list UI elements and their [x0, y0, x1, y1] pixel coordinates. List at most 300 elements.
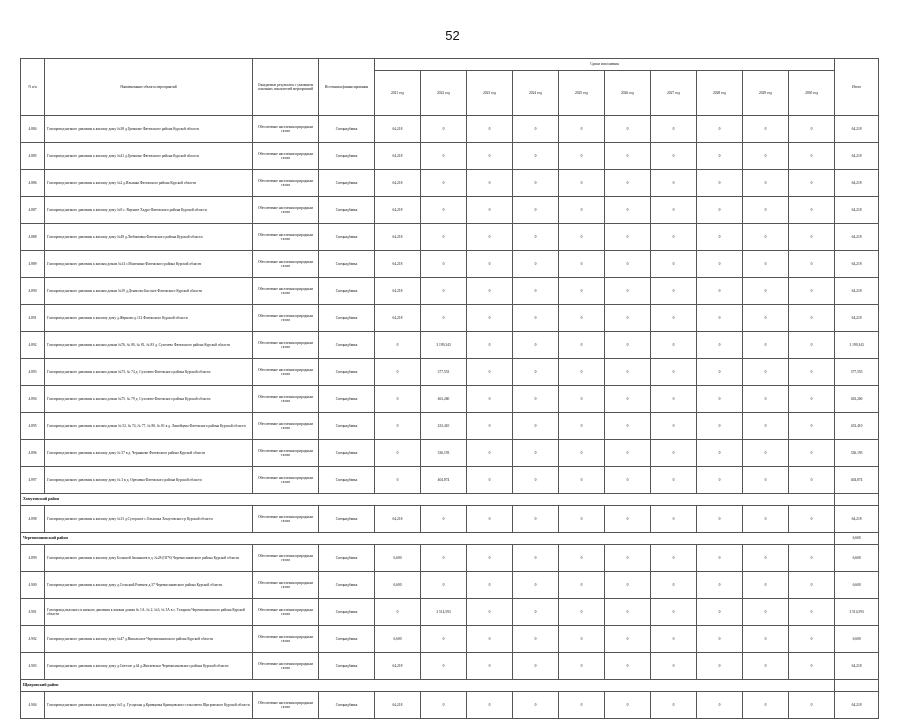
row-year-value: 0 — [743, 143, 789, 170]
row-number: 4.895 — [21, 413, 45, 440]
row-year-value: 0 — [697, 143, 743, 170]
row-number: 4.899 — [21, 545, 45, 572]
row-year-value: 0 — [743, 332, 789, 359]
row-year-value: 64,218 — [375, 116, 421, 143]
row-year-value: 0 — [513, 116, 559, 143]
row-result: Обеспечение населения природным газом — [253, 305, 319, 332]
row-year-value: 0 — [651, 251, 697, 278]
row-total: 64,218 — [835, 170, 879, 197]
row-object-name: Газопровод низкого давления к жилым домам №76, № 80, № 81, № 83 д. Сухочево Фатежского района Курской области — [45, 332, 253, 359]
row-number: 4.896 — [21, 440, 45, 467]
row-object-name: Газопровод низкого давления к жилому дому №47 д.Никольское Черемисиновского района Курской области — [45, 626, 253, 653]
row-year-value: 0 — [467, 545, 513, 572]
row-source: Спецнадбавка — [319, 332, 375, 359]
row-total: 64,218 — [835, 692, 879, 719]
row-object-name: Газопровод низкого давления к жилому дому №2 д.Ильинка Фатежского района Курской области — [45, 170, 253, 197]
row-year-value: 0 — [651, 386, 697, 413]
row-year-value: 0 — [513, 440, 559, 467]
row-year-value: 0 — [789, 359, 835, 386]
row-source: Спецнадбавка — [319, 386, 375, 413]
row-year-value: 3 514,593 — [421, 599, 467, 626]
table-row — [21, 143, 879, 170]
table-row — [21, 545, 879, 572]
row-result: Обеспечение населения природным газом — [253, 116, 319, 143]
row-source: Спецнадбавка — [319, 692, 375, 719]
row-total: 64,218 — [835, 224, 879, 251]
row-number: 4.887 — [21, 197, 45, 224]
row-year-value: 0 — [697, 467, 743, 494]
row-year-value: 0 — [421, 170, 467, 197]
table-row — [21, 305, 879, 332]
section-row — [21, 494, 879, 506]
row-year-value: 0 — [513, 386, 559, 413]
row-year-value: 0 — [421, 545, 467, 572]
row-year-value: 0 — [743, 440, 789, 467]
row-year-value: 0 — [789, 251, 835, 278]
row-year-value: 0 — [789, 170, 835, 197]
table-row — [21, 386, 879, 413]
row-year-value: 0 — [743, 626, 789, 653]
row-year-value: 0 — [559, 599, 605, 626]
row-total: 64,218 — [835, 305, 879, 332]
row-source: Спецнадбавка — [319, 572, 375, 599]
row-total: 64,218 — [835, 653, 879, 680]
header-year: 2021 год — [375, 71, 421, 116]
row-object-name: Газопровод низкого давления к жилому дому №41 д.Гремячье Фатежского района Курской области — [45, 143, 253, 170]
row-result: Обеспечение населения природным газом — [253, 143, 319, 170]
row-year-value: 336,193 — [421, 440, 467, 467]
row-source: Спецнадбавка — [319, 143, 375, 170]
row-result: Обеспечение населения природным газом — [253, 440, 319, 467]
row-result: Обеспечение населения природным газом — [253, 413, 319, 440]
section-row — [21, 533, 879, 545]
row-year-value: 0 — [559, 440, 605, 467]
row-year-value: 0 — [697, 599, 743, 626]
row-number: 4.884 — [21, 116, 45, 143]
row-year-value: 0 — [513, 359, 559, 386]
row-year-value: 0 — [559, 170, 605, 197]
row-result: Обеспечение населения природным газом — [253, 626, 319, 653]
row-year-value: 0 — [513, 692, 559, 719]
row-result: Обеспечение населения природным газом — [253, 572, 319, 599]
row-year-value: 3 199,343 — [421, 332, 467, 359]
row-year-value: 0 — [467, 224, 513, 251]
row-year-value: 0 — [467, 506, 513, 533]
row-result: Обеспечение населения природным газом — [253, 506, 319, 533]
row-year-value: 0 — [743, 197, 789, 224]
row-result: Обеспечение населения природным газом — [253, 251, 319, 278]
row-year-value: 0 — [789, 143, 835, 170]
row-year-value: 0 — [467, 251, 513, 278]
row-result: Обеспечение населения природным газом — [253, 467, 319, 494]
row-year-value: 64,218 — [375, 305, 421, 332]
row-year-value: 0 — [743, 545, 789, 572]
row-total: 433,410 — [835, 413, 879, 440]
row-year-value: 0 — [513, 413, 559, 440]
row-total: 6,600 — [835, 545, 879, 572]
row-object-name: Газопровод низкого давления к жилому дому №13 д.Сугорское с.Ольховка Хомутовского р Курской области — [45, 506, 253, 533]
row-year-value: 0 — [559, 692, 605, 719]
row-year-value: 0 — [513, 332, 559, 359]
row-number: 4.900 — [21, 572, 45, 599]
row-year-value: 0 — [421, 224, 467, 251]
row-year-value: 0 — [697, 332, 743, 359]
row-year-value: 0 — [605, 224, 651, 251]
row-year-value: 0 — [789, 197, 835, 224]
row-year-value: 433,410 — [421, 413, 467, 440]
header-period: Сроки исполнения — [375, 59, 835, 71]
row-source: Спецнадбавка — [319, 467, 375, 494]
row-total: 6,600 — [835, 626, 879, 653]
row-year-value: 0 — [605, 692, 651, 719]
row-year-value: 0 — [513, 653, 559, 680]
row-result: Обеспечение населения природным газом — [253, 170, 319, 197]
row-year-value: 0 — [421, 653, 467, 680]
row-year-value: 0 — [743, 413, 789, 440]
row-source: Спецнадбавка — [319, 278, 375, 305]
row-result: Обеспечение населения природным газом — [253, 653, 319, 680]
row-year-value: 0 — [559, 653, 605, 680]
row-year-value: 0 — [789, 653, 835, 680]
section-label: Черемисиновский район — [21, 533, 835, 545]
row-year-value: 0 — [559, 506, 605, 533]
row-year-value: 0 — [467, 386, 513, 413]
table-row — [21, 359, 879, 386]
row-total: 463,260 — [835, 386, 879, 413]
row-year-value: 64,218 — [375, 224, 421, 251]
row-year-value: 0 — [513, 626, 559, 653]
row-year-value: 0 — [651, 653, 697, 680]
row-year-value: 0 — [513, 572, 559, 599]
row-year-value: 0 — [467, 599, 513, 626]
header-source: Источники финансирования — [319, 59, 375, 116]
row-year-value: 0 — [743, 116, 789, 143]
row-year-value: 0 — [789, 440, 835, 467]
row-year-value: 64,218 — [375, 251, 421, 278]
row-total: 3 199,343 — [835, 332, 879, 359]
row-year-value: 0 — [605, 626, 651, 653]
row-year-value: 0 — [467, 626, 513, 653]
row-year-value: 0 — [375, 386, 421, 413]
row-year-value: 0 — [789, 305, 835, 332]
row-year-value: 0 — [651, 545, 697, 572]
row-year-value: 0 — [605, 545, 651, 572]
row-year-value: 0 — [789, 692, 835, 719]
row-year-value: 0 — [697, 197, 743, 224]
row-total: 64,218 — [835, 251, 879, 278]
row-year-value: 0 — [743, 170, 789, 197]
row-object-name: Газопровод низкого давления к жилому дому № 57 в д. Черняково Фатежского района Курской области — [45, 440, 253, 467]
row-year-value: 0 — [697, 386, 743, 413]
row-year-value: 0 — [513, 545, 559, 572]
row-year-value: 0 — [789, 626, 835, 653]
row-year-value: 0 — [697, 692, 743, 719]
row-year-value: 0 — [513, 278, 559, 305]
row-year-value: 0 — [421, 626, 467, 653]
table-row — [21, 626, 879, 653]
row-year-value: 0 — [789, 413, 835, 440]
row-year-value: 463,260 — [421, 386, 467, 413]
page-number: 52 — [445, 28, 460, 43]
row-total: 64,218 — [835, 116, 879, 143]
row-year-value: 0 — [697, 626, 743, 653]
row-object-name: Газопровод низкого давления к жилым домам №14 с.Миленино Фатежского района Курской области — [45, 251, 253, 278]
row-year-value: 0 — [743, 224, 789, 251]
row-number: 4.886 — [21, 170, 45, 197]
row-object-name: Газопровод низкого давления к жилому дому №49 д.Любимовка Фатежского района Курской области — [45, 224, 253, 251]
row-year-value: 0 — [467, 143, 513, 170]
row-year-value: 0 — [789, 506, 835, 533]
row-year-value: 0 — [743, 653, 789, 680]
row-total: 3 514,593 — [835, 599, 879, 626]
row-year-value: 0 — [559, 224, 605, 251]
table-row — [21, 278, 879, 305]
row-year-value: 0 — [559, 251, 605, 278]
row-number: 4.897 — [21, 467, 45, 494]
row-year-value: 0 — [559, 305, 605, 332]
row-year-value: 0 — [697, 413, 743, 440]
row-year-value: 6,600 — [375, 572, 421, 599]
row-year-value: 0 — [605, 467, 651, 494]
section-total: 6,600 — [835, 533, 879, 545]
row-year-value: 64,218 — [375, 692, 421, 719]
row-source: Спецнадбавка — [319, 440, 375, 467]
row-source: Спецнадбавка — [319, 251, 375, 278]
row-year-value: 0 — [743, 599, 789, 626]
section-total — [835, 494, 879, 506]
row-year-value: 0 — [559, 626, 605, 653]
row-year-value: 404,874 — [421, 467, 467, 494]
row-year-value: 0 — [743, 506, 789, 533]
row-year-value: 0 — [513, 143, 559, 170]
row-year-value: 0 — [467, 440, 513, 467]
row-number: 4.901 — [21, 599, 45, 626]
header-year: 2030 год — [789, 71, 835, 116]
header-year: 2024 год — [513, 71, 559, 116]
row-source: Спецнадбавка — [319, 599, 375, 626]
row-total: 64,218 — [835, 143, 879, 170]
row-source: Спецнадбавка — [319, 359, 375, 386]
row-number: 4.889 — [21, 251, 45, 278]
row-year-value: 0 — [513, 305, 559, 332]
row-year-value: 0 — [467, 305, 513, 332]
row-year-value: 0 — [467, 170, 513, 197]
row-year-value: 0 — [513, 251, 559, 278]
table-row — [21, 413, 879, 440]
section-total — [835, 680, 879, 692]
row-number: 4.885 — [21, 143, 45, 170]
row-year-value: 0 — [467, 572, 513, 599]
row-year-value: 0 — [697, 440, 743, 467]
row-year-value: 64,218 — [375, 506, 421, 533]
row-year-value: 0 — [605, 359, 651, 386]
header-year: 2029 год — [743, 71, 789, 116]
row-year-value: 0 — [421, 278, 467, 305]
row-result: Обеспечение населения природным газом — [253, 278, 319, 305]
row-year-value: 0 — [605, 572, 651, 599]
header-num: N п/п — [21, 59, 45, 116]
row-year-value: 0 — [375, 599, 421, 626]
table-row — [21, 506, 879, 533]
row-object-name: Газопровод низкого давления к жилым домам №19 д.Денисово Бисское Фатежского Курской области — [45, 278, 253, 305]
row-year-value: 0 — [743, 251, 789, 278]
row-year-value: 0 — [513, 599, 559, 626]
row-year-value: 0 — [697, 224, 743, 251]
table-row — [21, 197, 879, 224]
table-row — [21, 116, 879, 143]
row-total: 377,553 — [835, 359, 879, 386]
table-row — [21, 572, 879, 599]
section-row — [21, 680, 879, 692]
row-number: 4.893 — [21, 359, 45, 386]
row-year-value: 0 — [697, 251, 743, 278]
row-year-value: 0 — [421, 251, 467, 278]
row-year-value: 0 — [375, 359, 421, 386]
row-year-value: 0 — [697, 653, 743, 680]
row-year-value: 0 — [605, 116, 651, 143]
row-year-value: 6,600 — [375, 545, 421, 572]
row-year-value: 377,553 — [421, 359, 467, 386]
section-label: Щигровский район — [21, 680, 835, 692]
row-year-value: 0 — [697, 506, 743, 533]
row-source: Спецнадбавка — [319, 626, 375, 653]
row-year-value: 0 — [651, 692, 697, 719]
row-number: 4.892 — [21, 332, 45, 359]
header-year: 2025 год — [559, 71, 605, 116]
row-number: 4.903 — [21, 653, 45, 680]
header-year: 2027 год — [651, 71, 697, 116]
row-year-value: 0 — [651, 506, 697, 533]
row-number: 4.902 — [21, 626, 45, 653]
row-total: 64,218 — [835, 197, 879, 224]
row-year-value: 0 — [559, 359, 605, 386]
row-year-value: 64,218 — [375, 197, 421, 224]
row-year-value: 0 — [559, 143, 605, 170]
row-total: 64,218 — [835, 278, 879, 305]
row-year-value: 0 — [605, 197, 651, 224]
row-source: Спецнадбавка — [319, 545, 375, 572]
header-year: 2026 год — [605, 71, 651, 116]
row-year-value: 0 — [743, 278, 789, 305]
row-source: Спецнадбавка — [319, 197, 375, 224]
row-year-value: 0 — [421, 197, 467, 224]
row-year-value: 0 — [605, 305, 651, 332]
row-year-value: 0 — [467, 692, 513, 719]
row-year-value: 0 — [605, 251, 651, 278]
row-object-name: Газопровод низкого давления к жилому дому д.Сельский Ровенек д.37 Черемисиновского района Курской области — [45, 572, 253, 599]
row-number: 4.890 — [21, 278, 45, 305]
row-year-value: 0 — [743, 572, 789, 599]
table-row — [21, 224, 879, 251]
row-year-value: 0 — [789, 599, 835, 626]
row-source: Спецнадбавка — [319, 413, 375, 440]
row-year-value: 0 — [743, 359, 789, 386]
row-year-value: 0 — [743, 467, 789, 494]
row-year-value: 0 — [375, 413, 421, 440]
row-number: 4.898 — [21, 506, 45, 533]
row-result: Обеспечение населения природным газом — [253, 599, 319, 626]
header-year: 2023 год — [467, 71, 513, 116]
header-year: 2028 год — [697, 71, 743, 116]
row-object-name: Газопровод высокого и низкого давления к жилым домам № 1А, № 2, №3, № 3А в с. Татарова Черемисиновского района Курской области — [45, 599, 253, 626]
program-table-sheet — [20, 58, 878, 719]
row-year-value: 0 — [605, 143, 651, 170]
header-year: 2022 год — [421, 71, 467, 116]
row-object-name: Газопровод низкого давления к жилому дому д.Жерново д.112 Фатежского Курской области — [45, 305, 253, 332]
header-result: Ожидаемые результаты с указанием основных показателей мероприятий — [253, 59, 319, 116]
row-year-value: 0 — [651, 599, 697, 626]
row-year-value: 0 — [651, 305, 697, 332]
row-year-value: 0 — [605, 413, 651, 440]
row-year-value: 0 — [467, 467, 513, 494]
row-object-name: Газопровод низкого давления к жилому дому Большой Звонышев в д. №28 (ОГЧ) Черемисиновского района Курской области — [45, 545, 253, 572]
row-year-value: 0 — [651, 572, 697, 599]
row-number: 4.891 — [21, 305, 45, 332]
row-year-value: 0 — [605, 653, 651, 680]
row-year-value: 64,218 — [375, 278, 421, 305]
row-source: Спецнадбавка — [319, 653, 375, 680]
row-year-value: 0 — [697, 170, 743, 197]
row-year-value: 0 — [697, 572, 743, 599]
row-year-value: 0 — [697, 116, 743, 143]
table-row — [21, 170, 879, 197]
row-year-value: 0 — [467, 332, 513, 359]
row-year-value: 64,218 — [375, 170, 421, 197]
row-number: 4.888 — [21, 224, 45, 251]
row-result: Обеспечение населения природным газом — [253, 197, 319, 224]
table-row — [21, 653, 879, 680]
row-year-value: 0 — [559, 332, 605, 359]
row-year-value: 0 — [651, 626, 697, 653]
row-year-value: 0 — [605, 386, 651, 413]
row-year-value: 0 — [605, 332, 651, 359]
row-year-value: 0 — [559, 116, 605, 143]
row-source: Спецнадбавка — [319, 224, 375, 251]
row-source: Спецнадбавка — [319, 305, 375, 332]
row-year-value: 0 — [651, 413, 697, 440]
row-year-value: 0 — [697, 278, 743, 305]
row-year-value: 0 — [513, 506, 559, 533]
table-row — [21, 332, 879, 359]
row-year-value: 0 — [789, 545, 835, 572]
row-result: Обеспечение населения природным газом — [253, 692, 319, 719]
row-total: 336,193 — [835, 440, 879, 467]
row-year-value: 0 — [421, 506, 467, 533]
row-year-value: 0 — [789, 467, 835, 494]
row-year-value: 0 — [421, 116, 467, 143]
row-year-value: 0 — [651, 467, 697, 494]
row-year-value: 0 — [697, 305, 743, 332]
row-result: Обеспечение населения природным газом — [253, 386, 319, 413]
row-object-name: Газопровод низкого давления к жилому дому №38 д.Гремячье Фатежского района Курской области — [45, 116, 253, 143]
row-year-value: 0 — [559, 572, 605, 599]
row-year-value: 0 — [605, 170, 651, 197]
row-object-name: Газопровод низкого давления к жилым домам №75, № 79 д. Сухочево Фатежского района Курской области — [45, 386, 253, 413]
row-object-name: Газопровод низкого давления к жилому дому №9 с. Верхнее Хадро Фатежского района Курской области — [45, 197, 253, 224]
header-object-name: Наименование объекта мероприятий — [45, 59, 253, 116]
row-year-value: 0 — [467, 653, 513, 680]
row-year-value: 0 — [743, 305, 789, 332]
row-year-value: 0 — [651, 170, 697, 197]
row-year-value: 0 — [789, 332, 835, 359]
row-year-value: 0 — [513, 197, 559, 224]
row-year-value: 0 — [697, 545, 743, 572]
row-year-value: 0 — [697, 359, 743, 386]
table-row — [21, 692, 879, 719]
row-year-value: 0 — [467, 197, 513, 224]
row-year-value: 0 — [375, 467, 421, 494]
row-year-value: 0 — [651, 197, 697, 224]
